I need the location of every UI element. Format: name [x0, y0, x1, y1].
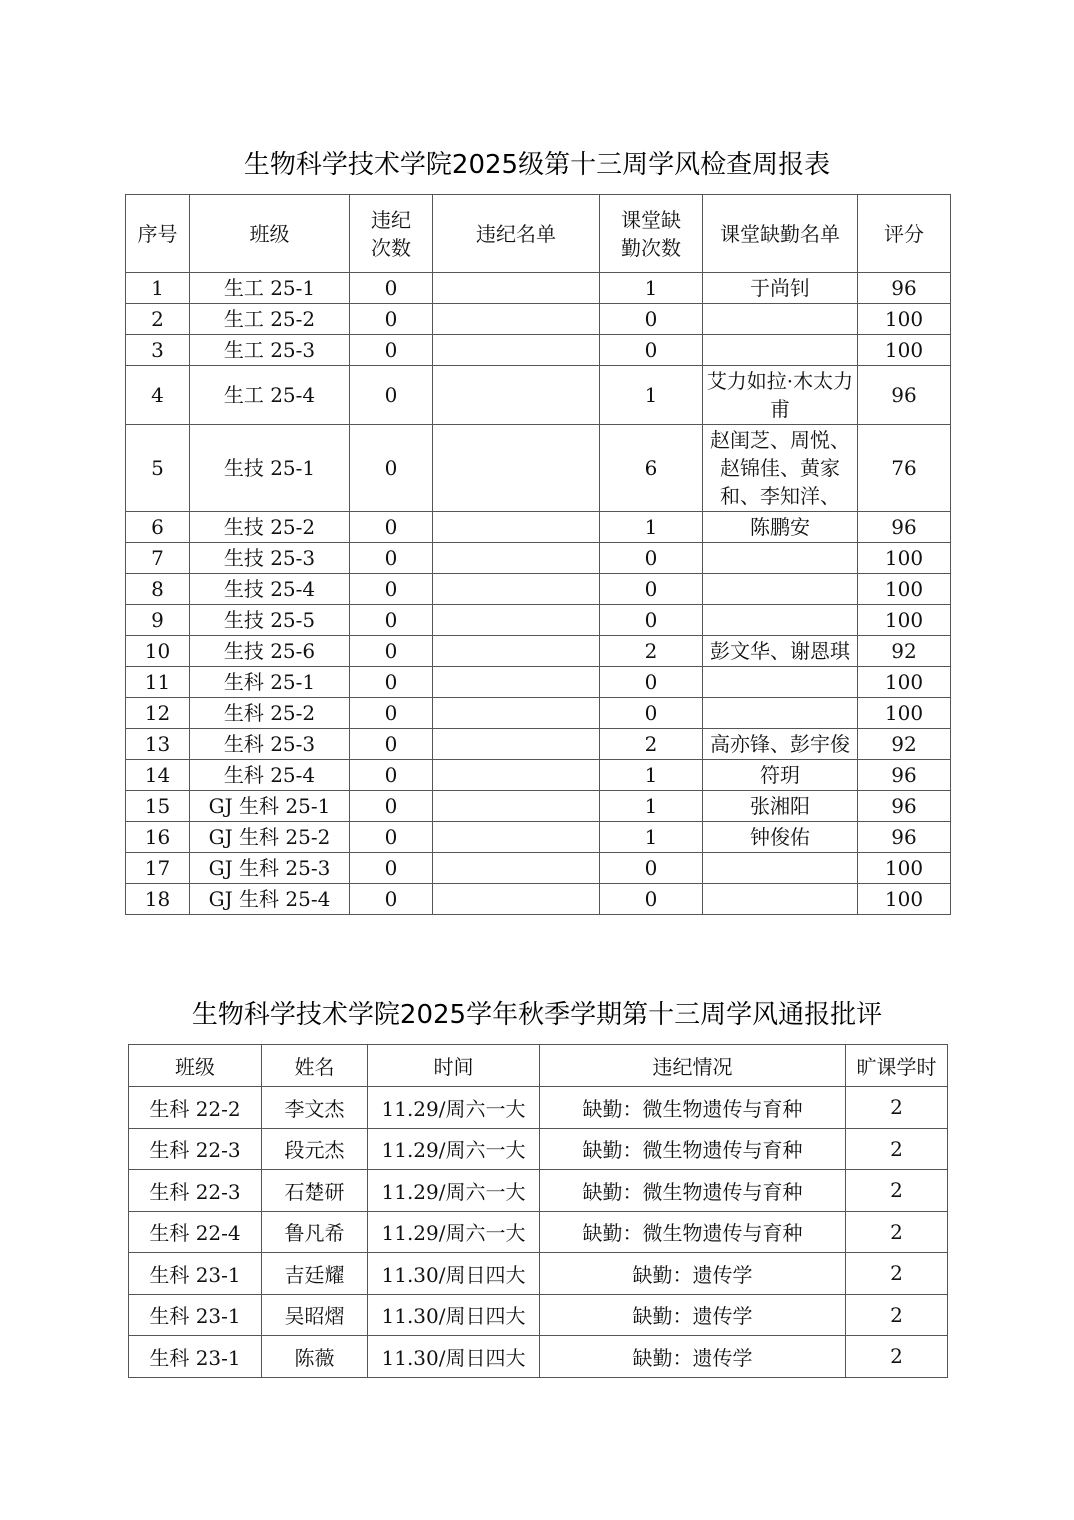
- cell-class: 生科 23-1: [129, 1253, 262, 1295]
- table-row: [126, 425, 951, 512]
- cell-absence-count: 0: [600, 884, 703, 915]
- cell-absence-count: 6: [600, 425, 703, 512]
- cell-absence-names: 张湘阳: [703, 791, 858, 822]
- cell-class: GJ 生科 25-2: [190, 822, 350, 853]
- cell-name: 石楚研: [262, 1170, 368, 1212]
- cell-hours: 2: [846, 1170, 948, 1212]
- cell-score: 100: [858, 574, 951, 605]
- cell-index: 5: [126, 425, 190, 512]
- cell-absence-names: [703, 853, 858, 884]
- cell-absence-count: 1: [600, 512, 703, 543]
- cell-situation: 缺勤：遗传学: [540, 1336, 846, 1378]
- cell-violation-count: 0: [350, 636, 433, 667]
- cell-score: 96: [858, 760, 951, 791]
- cell-class: 生科 23-1: [129, 1336, 262, 1378]
- header-name: 姓名: [262, 1045, 368, 1087]
- table-row: [126, 512, 951, 543]
- table-row: [129, 1253, 948, 1295]
- table-row: [126, 791, 951, 822]
- cell-index: 3: [126, 335, 190, 366]
- cell-index: 14: [126, 760, 190, 791]
- cell-class: 生工 25-1: [190, 273, 350, 304]
- header-absence-count: 课堂缺勤次数: [600, 195, 703, 273]
- table-row: [126, 698, 951, 729]
- cell-name: 鲁凡希: [262, 1211, 368, 1253]
- cell-absence-names: [703, 667, 858, 698]
- cell-time: 11.30/周日四大: [368, 1294, 540, 1336]
- cell-violation-count: 0: [350, 304, 433, 335]
- cell-name: 段元杰: [262, 1128, 368, 1170]
- table-row: [126, 605, 951, 636]
- cell-violation-names: [433, 636, 600, 667]
- cell-violation-count: 0: [350, 543, 433, 574]
- header-class: 班级: [129, 1045, 262, 1087]
- cell-hours: 2: [846, 1294, 948, 1336]
- cell-score: 100: [858, 667, 951, 698]
- cell-violation-names: [433, 884, 600, 915]
- table-row: [126, 366, 951, 425]
- cell-absence-names: [703, 698, 858, 729]
- cell-index: 2: [126, 304, 190, 335]
- cell-score: 96: [858, 512, 951, 543]
- header-hours: 旷课学时: [846, 1045, 948, 1087]
- table-row: [126, 636, 951, 667]
- cell-violation-count: 0: [350, 760, 433, 791]
- cell-violation-count: 0: [350, 574, 433, 605]
- cell-absence-count: 0: [600, 574, 703, 605]
- cell-absence-count: 0: [600, 853, 703, 884]
- cell-index: 18: [126, 884, 190, 915]
- cell-absence-names: [703, 335, 858, 366]
- cell-score: 96: [858, 273, 951, 304]
- cell-score: 100: [858, 304, 951, 335]
- cell-score: 100: [858, 335, 951, 366]
- cell-violation-names: [433, 667, 600, 698]
- cell-absence-names: [703, 884, 858, 915]
- cell-index: 17: [126, 853, 190, 884]
- table-row: [126, 335, 951, 366]
- table-row: [126, 760, 951, 791]
- cell-index: 7: [126, 543, 190, 574]
- cell-absence-names: [703, 574, 858, 605]
- cell-index: 13: [126, 729, 190, 760]
- cell-absence-names: [703, 605, 858, 636]
- table-row: [126, 729, 951, 760]
- cell-situation: 缺勤：遗传学: [540, 1253, 846, 1295]
- cell-violation-names: [433, 791, 600, 822]
- cell-violation-names: [433, 605, 600, 636]
- table-row: [126, 822, 951, 853]
- cell-absence-count: 2: [600, 636, 703, 667]
- cell-hours: 2: [846, 1128, 948, 1170]
- cell-violation-count: 0: [350, 366, 433, 425]
- cell-time: 11.29/周六一大: [368, 1128, 540, 1170]
- cell-absence-count: 1: [600, 273, 703, 304]
- cell-name: 吴昭熠: [262, 1294, 368, 1336]
- cell-score: 92: [858, 729, 951, 760]
- cell-index: 4: [126, 366, 190, 425]
- cell-absence-names: 艾力如拉·木太力甫: [703, 366, 858, 425]
- table-row: [129, 1128, 948, 1170]
- cell-violation-count: 0: [350, 822, 433, 853]
- cell-violation-names: [433, 760, 600, 791]
- cell-absence-names: 赵闺芝、周悦、赵锦佳、黄家和、李知洋、: [703, 425, 858, 512]
- cell-absence-names: 彭文华、谢恩琪: [703, 636, 858, 667]
- cell-score: 92: [858, 636, 951, 667]
- cell-score: 100: [858, 884, 951, 915]
- cell-index: 8: [126, 574, 190, 605]
- cell-absence-names: [703, 304, 858, 335]
- table-row: [129, 1336, 948, 1378]
- weekly-report-table: [125, 194, 951, 915]
- cell-index: 15: [126, 791, 190, 822]
- cell-class: 生技 25-3: [190, 543, 350, 574]
- cell-violation-names: [433, 574, 600, 605]
- cell-time: 11.30/周日四大: [368, 1336, 540, 1378]
- cell-score: 100: [858, 698, 951, 729]
- cell-violation-count: 0: [350, 853, 433, 884]
- cell-violation-names: [433, 425, 600, 512]
- cell-class: 生科 22-4: [129, 1211, 262, 1253]
- cell-situation: 缺勤：遗传学: [540, 1294, 846, 1336]
- cell-violation-names: [433, 698, 600, 729]
- cell-class: 生科 25-4: [190, 760, 350, 791]
- cell-index: 16: [126, 822, 190, 853]
- cell-index: 11: [126, 667, 190, 698]
- cell-class: 生科 22-2: [129, 1087, 262, 1129]
- table-header-row: [126, 195, 951, 273]
- cell-class: 生工 25-3: [190, 335, 350, 366]
- report-table-body: [126, 273, 951, 915]
- cell-class: 生技 25-2: [190, 512, 350, 543]
- cell-absence-names: 钟俊佑: [703, 822, 858, 853]
- cell-index: 1: [126, 273, 190, 304]
- header-time: 时间: [368, 1045, 540, 1087]
- cell-class: 生工 25-4: [190, 366, 350, 425]
- cell-index: 10: [126, 636, 190, 667]
- cell-situation: 缺勤：微生物遗传与育种: [540, 1211, 846, 1253]
- cell-violation-count: 0: [350, 512, 433, 543]
- cell-class: 生科 23-1: [129, 1294, 262, 1336]
- cell-absence-count: 1: [600, 791, 703, 822]
- cell-absence-names: 于尚钊: [703, 273, 858, 304]
- cell-violation-names: [433, 512, 600, 543]
- cell-absence-count: 2: [600, 729, 703, 760]
- cell-absence-count: 1: [600, 366, 703, 425]
- cell-violation-names: [433, 335, 600, 366]
- cell-score: 96: [858, 791, 951, 822]
- cell-violation-names: [433, 729, 600, 760]
- cell-violation-count: 0: [350, 425, 433, 512]
- table-row: [126, 543, 951, 574]
- cell-hours: 2: [846, 1253, 948, 1295]
- cell-index: 6: [126, 512, 190, 543]
- cell-violation-count: 0: [350, 729, 433, 760]
- cell-violation-count: 0: [350, 605, 433, 636]
- cell-name: 陈薇: [262, 1336, 368, 1378]
- cell-class: GJ 生科 25-4: [190, 884, 350, 915]
- cell-score: 96: [858, 822, 951, 853]
- table-row: [126, 667, 951, 698]
- table-row: [126, 304, 951, 335]
- cell-absence-count: 0: [600, 667, 703, 698]
- table-row: [126, 574, 951, 605]
- cell-absence-count: 0: [600, 698, 703, 729]
- cell-class: 生科 22-3: [129, 1170, 262, 1212]
- cell-class: 生技 25-6: [190, 636, 350, 667]
- cell-situation: 缺勤：微生物遗传与育种: [540, 1087, 846, 1129]
- cell-violation-count: 0: [350, 791, 433, 822]
- header-absence-names: 课堂缺勤名单: [703, 195, 858, 273]
- table-row: [129, 1170, 948, 1212]
- cell-absence-names: 高亦锋、彭宇俊: [703, 729, 858, 760]
- cell-index: 9: [126, 605, 190, 636]
- cell-class: GJ 生科 25-3: [190, 853, 350, 884]
- header-class: 班级: [190, 195, 350, 273]
- cell-score: 96: [858, 366, 951, 425]
- cell-violation-names: [433, 822, 600, 853]
- cell-time: 11.30/周日四大: [368, 1253, 540, 1295]
- header-violation-count: 违纪次数: [350, 195, 433, 273]
- cell-violation-count: 0: [350, 698, 433, 729]
- cell-hours: 2: [846, 1087, 948, 1129]
- cell-violation-names: [433, 366, 600, 425]
- notice-table-body: [129, 1087, 948, 1378]
- cell-time: 11.29/周六一大: [368, 1211, 540, 1253]
- cell-absence-names: 陈鹏安: [703, 512, 858, 543]
- header-situation: 违纪情况: [540, 1045, 846, 1087]
- header-violation-names: 违纪名单: [433, 195, 600, 273]
- table-row: [129, 1087, 948, 1129]
- notice-title: 生物科学技术学院2025学年秋季学期第十三周学风通报批评: [191, 1000, 883, 1030]
- cell-absence-count: 1: [600, 760, 703, 791]
- header-index: 序号: [126, 195, 190, 273]
- cell-violation-names: [433, 304, 600, 335]
- cell-situation: 缺勤：微生物遗传与育种: [540, 1170, 846, 1212]
- table-header-row: [129, 1045, 948, 1087]
- header-score: 评分: [858, 195, 951, 273]
- cell-violation-count: 0: [350, 667, 433, 698]
- table-row: [126, 273, 951, 304]
- table-row: [129, 1211, 948, 1253]
- cell-score: 76: [858, 425, 951, 512]
- cell-class: GJ 生科 25-1: [190, 791, 350, 822]
- report-title: 生物科学技术学院2025级第十三周学风检查周报表: [243, 150, 831, 180]
- cell-absence-count: 0: [600, 304, 703, 335]
- cell-violation-count: 0: [350, 884, 433, 915]
- cell-class: 生科 25-3: [190, 729, 350, 760]
- cell-absence-count: 0: [600, 605, 703, 636]
- cell-violation-names: [433, 273, 600, 304]
- table-row: [129, 1294, 948, 1336]
- cell-class: 生技 25-5: [190, 605, 350, 636]
- cell-time: 11.29/周六一大: [368, 1087, 540, 1129]
- cell-hours: 2: [846, 1336, 948, 1378]
- cell-index: 12: [126, 698, 190, 729]
- cell-situation: 缺勤：微生物遗传与育种: [540, 1128, 846, 1170]
- cell-score: 100: [858, 543, 951, 574]
- cell-class: 生科 22-3: [129, 1128, 262, 1170]
- cell-absence-names: 符玥: [703, 760, 858, 791]
- cell-absence-count: 0: [600, 543, 703, 574]
- cell-class: 生技 25-1: [190, 425, 350, 512]
- cell-violation-count: 0: [350, 335, 433, 366]
- cell-name: 李文杰: [262, 1087, 368, 1129]
- cell-name: 吉廷耀: [262, 1253, 368, 1295]
- table-row: [126, 884, 951, 915]
- cell-score: 100: [858, 605, 951, 636]
- notice-table: [128, 1044, 948, 1378]
- cell-violation-names: [433, 543, 600, 574]
- cell-hours: 2: [846, 1211, 948, 1253]
- cell-absence-names: [703, 543, 858, 574]
- cell-class: 生科 25-2: [190, 698, 350, 729]
- cell-score: 100: [858, 853, 951, 884]
- cell-class: 生科 25-1: [190, 667, 350, 698]
- cell-class: 生技 25-4: [190, 574, 350, 605]
- cell-time: 11.29/周六一大: [368, 1170, 540, 1212]
- cell-absence-count: 1: [600, 822, 703, 853]
- cell-violation-names: [433, 853, 600, 884]
- cell-violation-count: 0: [350, 273, 433, 304]
- table-row: [126, 853, 951, 884]
- cell-class: 生工 25-2: [190, 304, 350, 335]
- cell-absence-count: 0: [600, 335, 703, 366]
